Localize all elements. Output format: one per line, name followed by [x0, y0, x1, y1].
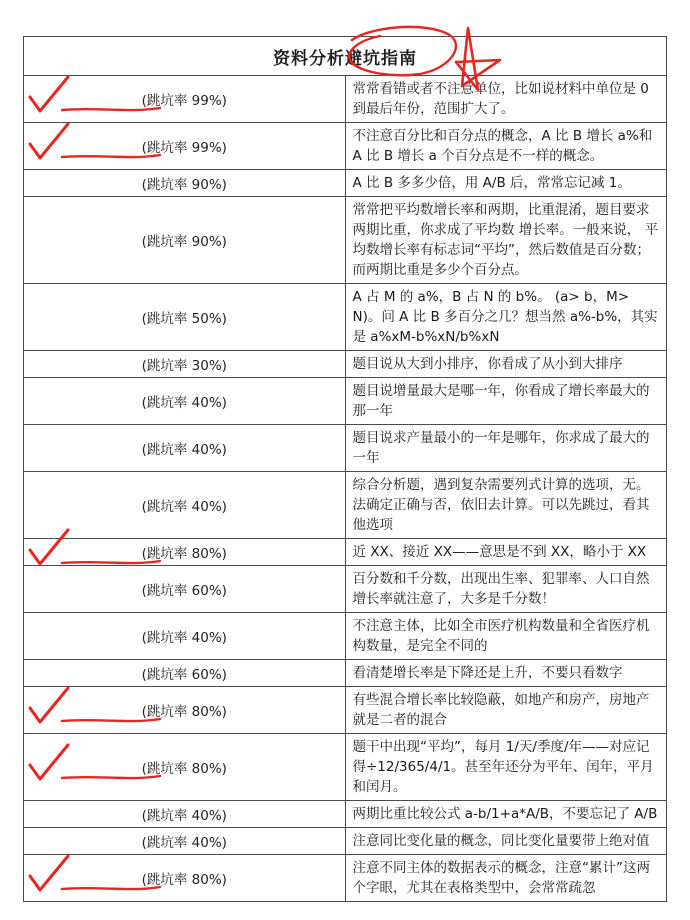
description-cell: A 占 M 的 a%，B 占 N 的 b%。 (a> b，M> N)。问 A 比 B 多百分之几？想当然 a%-b%，其实是 a%xM-b%xN/b%xN: [345, 284, 667, 351]
rate-cell: (跳坑率 80%): [24, 734, 346, 801]
table-row: [24, 801, 667, 828]
description-cell: 题目说从大到小排序，你看成了从小到大排序: [345, 351, 667, 378]
rate-cell: (跳坑率 50%): [24, 284, 346, 351]
table-row: [24, 855, 667, 902]
rate-cell: (跳坑率 80%): [24, 687, 346, 734]
table-row: [24, 351, 667, 378]
rate-cell: (跳坑率 40%): [24, 472, 346, 539]
description-cell: 题目说增量最大是哪一年，你看成了增长率最大的那一年: [345, 378, 667, 425]
description-cell: A 比 B 多多少倍，用 A/B 后，常常忘记减 1。: [345, 170, 667, 197]
rate-cell: (跳坑率 80%): [24, 855, 346, 902]
table-row: [24, 613, 667, 660]
rate-cell: (跳坑率 30%): [24, 351, 346, 378]
table-row: [24, 828, 667, 855]
title-row: [24, 37, 667, 76]
description-cell: 看清楚增长率是下降还是上升，不要只看数字: [345, 660, 667, 687]
rate-cell: (跳坑率 99%): [24, 123, 346, 170]
description-cell: 综合分析题，遇到复杂需要列式计算的选项，无。法确定正确与否，依旧去计算。可以先跳过，看其他选项: [345, 472, 667, 539]
document-title: 资料分析避坑指南: [24, 37, 667, 76]
table-row: [24, 76, 667, 123]
table-row: [24, 197, 667, 284]
description-cell: 题目说求产量最小的一年是哪年，你求成了最大的一年: [345, 425, 667, 472]
table-row: [24, 660, 667, 687]
description-cell: 题干中出现“平均”，每月 1/天/季度/年——对应记得÷12/365/4/1。甚至年还分为平年、闰年，平月和闰月。: [345, 734, 667, 801]
rate-cell: (跳坑率 40%): [24, 801, 346, 828]
table-row: [24, 734, 667, 801]
rate-cell: (跳坑率 60%): [24, 660, 346, 687]
rate-cell: (跳坑率 40%): [24, 828, 346, 855]
rate-cell: (跳坑率 80%): [24, 539, 346, 566]
table-row: [24, 284, 667, 351]
rate-cell: (跳坑率 40%): [24, 425, 346, 472]
table-row: [24, 687, 667, 734]
rate-cell: (跳坑率 40%): [24, 378, 346, 425]
table-row: [24, 472, 667, 539]
table-row: [24, 170, 667, 197]
description-cell: 不注意主体，比如全市医疗机构数量和全省医疗机构数量，是完全不同的: [345, 613, 667, 660]
table-row: [24, 539, 667, 566]
table-row: [24, 566, 667, 613]
rate-cell: (跳坑率 90%): [24, 170, 346, 197]
description-cell: 注意同比变化量的概念，同比变化量要带上绝对值: [345, 828, 667, 855]
rate-cell: (跳坑率 99%): [24, 76, 346, 123]
table-row: [24, 425, 667, 472]
description-cell: 近 XX、接近 XX——意思是不到 XX，略小于 XX: [345, 539, 667, 566]
description-cell: 常常看错或者不注意单位，比如说材料中单位是 0 到最后年份，范围扩大了。: [345, 76, 667, 123]
guide-table: [23, 36, 667, 902]
description-cell: 两期比重比较公式 a-b/1+a*A/B，不要忘记了 A/B: [345, 801, 667, 828]
description-cell: 注意不同主体的数据表示的概念，注意“累计”这两个字眼，尤其在表格类型中，会常常疏忽: [345, 855, 667, 902]
table-row: [24, 123, 667, 170]
description-cell: 不注意百分比和百分点的概念，A 比 B 增长 a%和 A 比 B 增长 a 个百分点是不一样的概念。: [345, 123, 667, 170]
rate-cell: (跳坑率 90%): [24, 197, 346, 284]
table-row: [24, 378, 667, 425]
rate-cell: (跳坑率 40%): [24, 613, 346, 660]
rate-cell: (跳坑率 60%): [24, 566, 346, 613]
description-cell: 常常把平均数增长率和两期，比重混淆，题目要求两期比重，你求成了平均数 增长率。一般来说， 平均数增长率有标志词“平均”，然后数值是百分数；而两期比重是多少个百分点。: [345, 197, 667, 284]
description-cell: 百分数和千分数，出现出生率、犯罪率、人口自然增长率就注意了，大多是千分数！: [345, 566, 667, 613]
description-cell: 有些混合增长率比较隐蔽，如地产和房产，房地产就是二者的混合: [345, 687, 667, 734]
